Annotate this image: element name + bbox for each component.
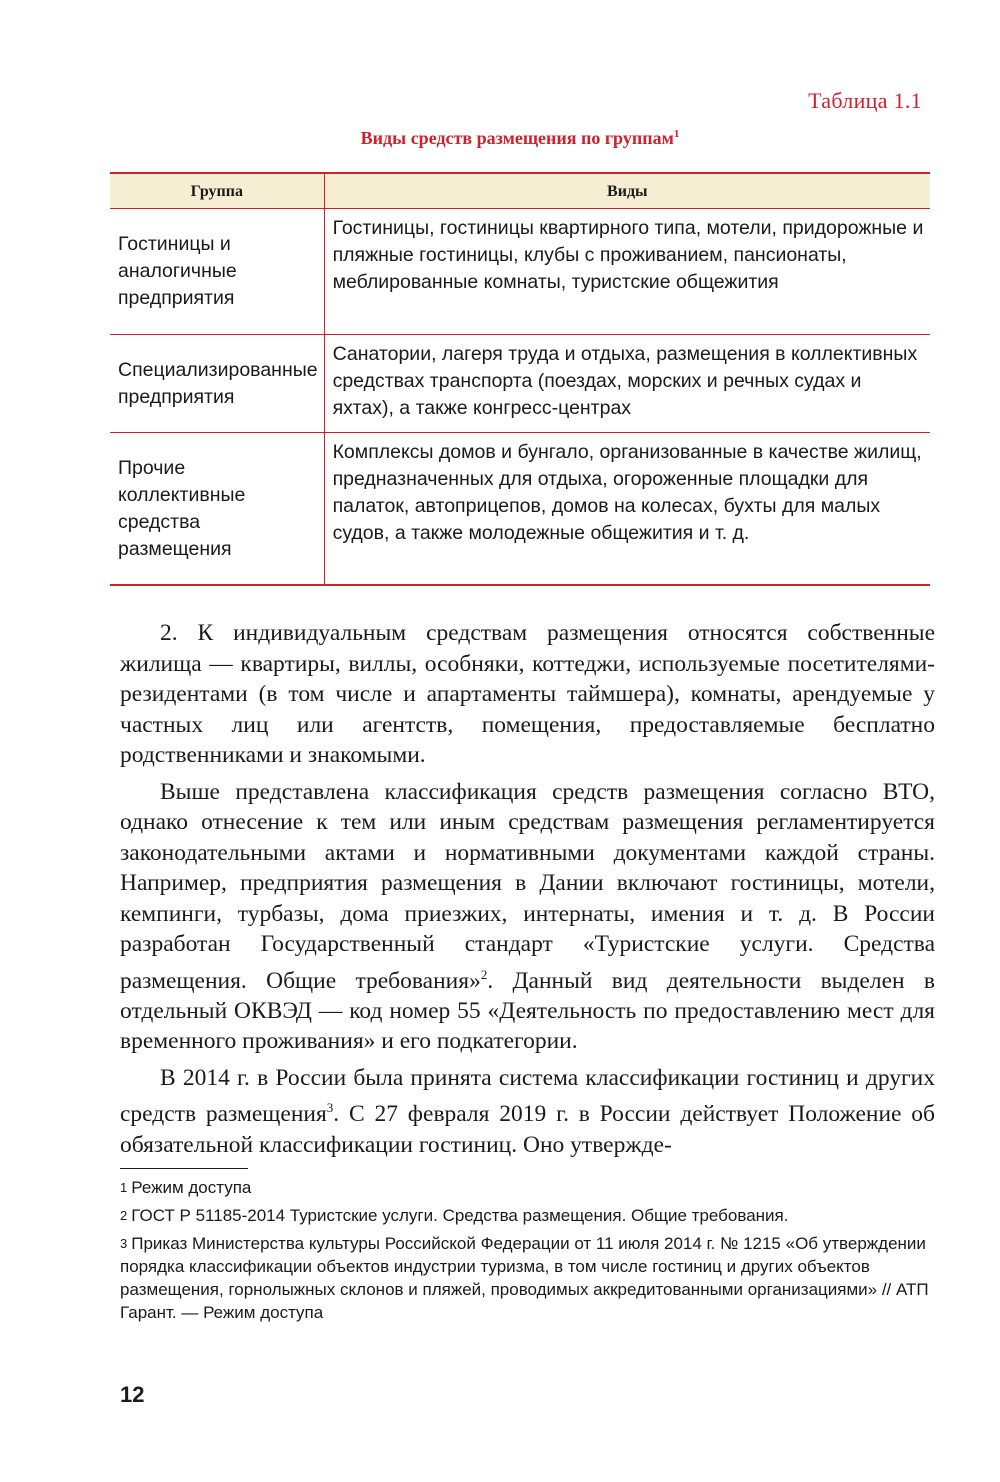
kinds-cell: Комплексы домов и бунгало, организованные в качестве жилищ, предназначенных для отдыха, огороженные площадки для палаток, автоприцепов, домов на колесах, бухты для малых судов, а также молодежные общежития и т. д. [324,433,930,586]
group-cell: Прочие коллективные средства размещения [110,433,324,586]
header-kinds: Виды [324,173,930,209]
paragraph-text: . С 27 февраля 2019 г. в России действует Положение об обязательной классификации гостиниц. Оно утвержде- [120,1101,935,1158]
table-row [110,433,930,586]
table-row [110,209,930,335]
footnote-ref: 3 [326,1100,334,1116]
footnote [120,1232,935,1324]
table-header-row [110,173,930,209]
table-title [110,128,930,149]
footnote-ref: 2 [480,966,488,982]
footnote-text: Приказ Министерства культуры Российской Федерации от 11 июля 2014 г. № 1215 «Об утверждении порядка классификации объектов индустрии туризма, в том числе гостиниц и других объектов размещения, горнолыжных склонов и пляжей, проводимых аккредитованными организациями» // АТП Гарант. — Режим доступа [120,1234,929,1322]
paragraph-text: . Данный вид деятельности выделен в отдельный ОКВЭД — код номер 55 «Деятельность по предоставлению мест для временного проживания» и его подкатегории. [120,967,935,1055]
body-text [120,618,935,1166]
footnote-text: Режим доступа [131,1178,252,1197]
paragraph-text: В 2014 г. в России была принята система классификации гостиниц и других средств размещения [120,1064,935,1128]
paragraph-text: Выше представлена классификация средств размещения согласно ВТО, однако отнесение к тем или иным средствам размещения регламентируется законодательными актами и нормативными документами каждой страны. Например, предприятия размещения в Дании включают гостиницы, мотели, кемпинги, турбазы, дома приезжих, интернаты, имения и т. д. В России разработан Государственный стандарт «Туристские услуги. Средства размещения. Общие требования» [120,778,935,994]
footnote [120,1176,935,1199]
footnote-text: ГОСТ Р 51185-2014 Туристские услуги. Средства размещения. Общие требования. [131,1206,789,1225]
table-title-footnote-ref: 1 [673,128,680,140]
paragraph-individual-accommodation: 2. К индивидуальным средствам размещения относятся собственные жилища — квартиры, виллы, особняки, коттеджи, используемые посетителями-резидентами (в том числе и апартаменты таймшера), комнаты, арендуемые у частных лиц или агентств, помещения, предоставляемые бесплатно родственниками и знакомыми. [120,620,935,768]
table-number-label: Таблица 1.1 [808,88,922,113]
footnote-number: 2 [120,1208,128,1223]
header-group: Группа [110,173,324,209]
footnote-number: 3 [120,1236,128,1251]
table-row [110,335,930,433]
kinds-cell: Гостиницы, гостиницы квартирного типа, мотели, придорожные и пляжные гостиницы, клубы с проживанием, пансионаты, меблированные комнаты, туристские общежития [324,209,930,335]
footnotes [120,1176,935,1329]
paragraph-russia-2014 [120,1063,935,1160]
page-number: 12 [120,1382,145,1407]
footnote-divider [120,1168,248,1169]
kinds-cell: Санатории, лагеря труда и отдыха, размещения в коллективных средствах транспорта (поездах, морских и речных судах и яхтах), а также конгресс-центрах [324,335,930,433]
paragraph-classification [120,777,935,1057]
group-cell: Гостиницы и аналогичные предприятия [110,209,324,335]
footnote [120,1204,935,1227]
group-cell: Специализированные предприятия [110,335,324,433]
accommodation-groups-table [110,172,930,586]
footnote-number: 1 [120,1180,128,1195]
table-title-text: Виды средств размещения по группам [360,128,674,148]
